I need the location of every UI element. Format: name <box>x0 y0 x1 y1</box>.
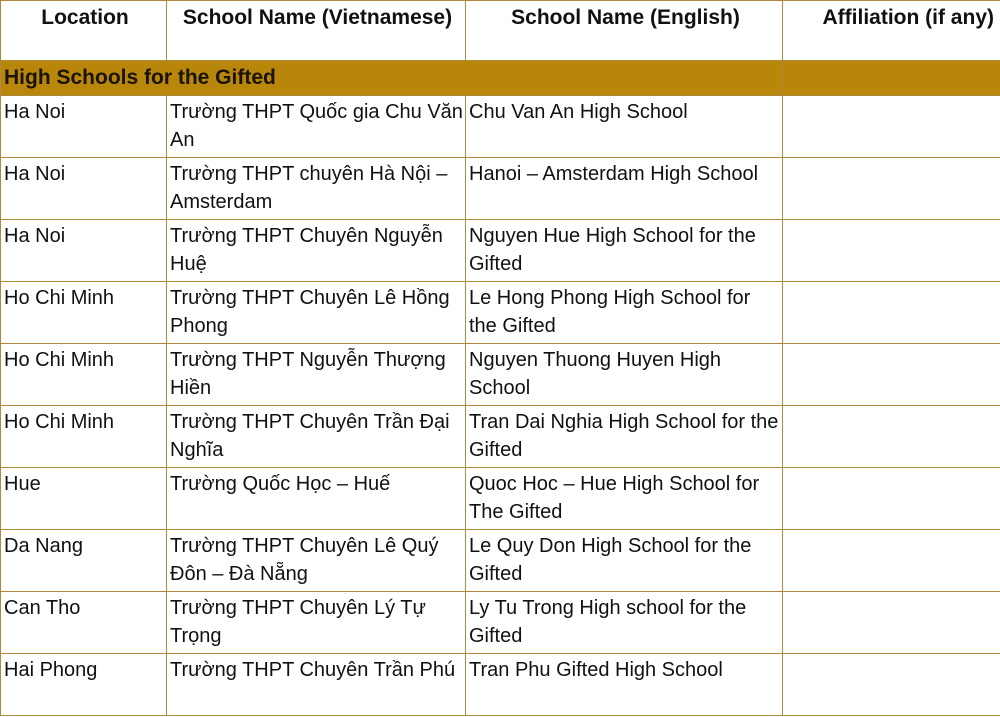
cell-location: Ho Chi Minh <box>1 344 167 406</box>
cell-name-english: Ly Tu Trong High school for the Gifted <box>466 592 783 654</box>
cell-affiliation <box>783 96 1000 158</box>
cell-name-vietnamese: Trường THPT Chuyên Lê Hồng Phong <box>167 282 466 344</box>
table-row <box>1 158 1000 220</box>
cell-affiliation <box>783 530 1000 592</box>
cell-location: Ha Noi <box>1 96 167 158</box>
header-affiliation: Affiliation (if any) <box>783 1 1000 61</box>
header-location: Location <box>1 1 167 61</box>
cell-name-english: Nguyen Thuong Huyen High School <box>466 344 783 406</box>
cell-name-english: Tran Phu Gifted High School <box>466 654 783 716</box>
cell-name-vietnamese: Trường THPT Chuyên Lê Quý Đôn – Đà Nẵng <box>167 530 466 592</box>
cell-location: Hai Phong <box>1 654 167 716</box>
table-row <box>1 344 1000 406</box>
cell-location: Can Tho <box>1 592 167 654</box>
cell-affiliation <box>783 406 1000 468</box>
cell-name-vietnamese: Trường THPT Quốc gia Chu Văn An <box>167 96 466 158</box>
cell-name-vietnamese: Trường THPT Chuyên Trần Phú <box>167 654 466 716</box>
cell-location: Hue <box>1 468 167 530</box>
cell-name-english: Tran Dai Nghia High School for the Gifted <box>466 406 783 468</box>
cell-affiliation <box>783 282 1000 344</box>
header-name-vietnamese: School Name (Vietnamese) <box>167 1 466 61</box>
cell-name-vietnamese: Trường THPT Chuyên Trần Đại Nghĩa <box>167 406 466 468</box>
cell-affiliation <box>783 592 1000 654</box>
header-row <box>1 1 1000 61</box>
cell-affiliation <box>783 654 1000 716</box>
cell-affiliation <box>783 158 1000 220</box>
cell-location: Da Nang <box>1 530 167 592</box>
cell-name-vietnamese: Trường THPT Chuyên Nguyễn Huệ <box>167 220 466 282</box>
cell-location: Ho Chi Minh <box>1 282 167 344</box>
cell-name-vietnamese: Trường THPT chuyên Hà Nội – Amsterdam <box>167 158 466 220</box>
cell-name-vietnamese: Trường THPT Nguyễn Thượng Hiền <box>167 344 466 406</box>
cell-affiliation <box>783 344 1000 406</box>
table-row <box>1 282 1000 344</box>
table-row <box>1 220 1000 282</box>
table-row <box>1 406 1000 468</box>
cell-name-english: Nguyen Hue High School for the Gifted <box>466 220 783 282</box>
cell-affiliation <box>783 220 1000 282</box>
cell-name-english: Le Hong Phong High School for the Gifted <box>466 282 783 344</box>
cell-name-english: Quoc Hoc – Hue High School for The Gifted <box>466 468 783 530</box>
cell-name-vietnamese: Trường THPT Chuyên Lý Tự Trọng <box>167 592 466 654</box>
cell-name-vietnamese: Trường Quốc Học – Huế <box>167 468 466 530</box>
cell-name-english: Hanoi – Amsterdam High School <box>466 158 783 220</box>
table-row <box>1 592 1000 654</box>
cell-name-english: Le Quy Don High School for the Gifted <box>466 530 783 592</box>
cell-affiliation <box>783 468 1000 530</box>
table-row <box>1 468 1000 530</box>
cell-location: Ha Noi <box>1 220 167 282</box>
table-row <box>1 530 1000 592</box>
cell-location: Ha Noi <box>1 158 167 220</box>
section-empty-cell <box>783 61 1000 96</box>
table-row <box>1 654 1000 716</box>
section-title: High Schools for the Gifted <box>1 61 783 96</box>
section-row <box>1 61 1000 96</box>
table-row <box>1 96 1000 158</box>
cell-name-english: Chu Van An High School <box>466 96 783 158</box>
header-name-english: School Name (English) <box>466 1 783 61</box>
cell-location: Ho Chi Minh <box>1 406 167 468</box>
